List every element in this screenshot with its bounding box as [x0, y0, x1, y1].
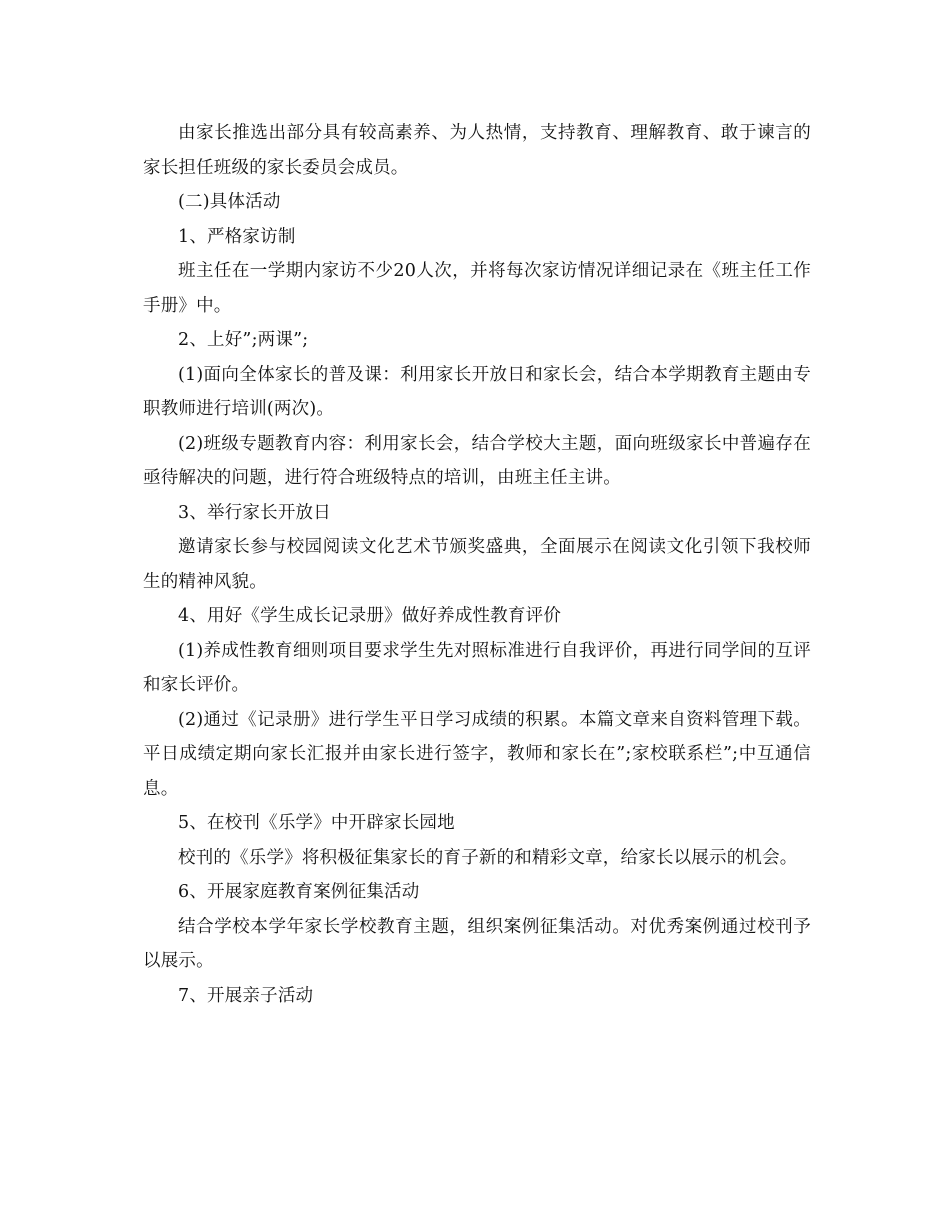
paragraph-class-topic-lesson: (2)班级专题教育内容：利用家长会，结合学校大主题，面向班级家长中普遍存在亟待解决的问题，进行符合班级特点的培训，由班主任主讲。	[143, 433, 811, 488]
paragraph-self-evaluation: (1)养成性教育细则项目要求学生先对照标准进行自我评价，再进行同学间的互评和家长评价。	[143, 640, 811, 695]
paragraph-home-visit: 班主任在一学期内家访不少20人次，并将每次家访情况详细记录在《班主任工作手册》中。	[143, 261, 811, 316]
paragraph-school-magazine: 校刊的《乐学》将积极征集家长的育子新的和精彩文章，给家长以展示的机会。	[178, 847, 798, 868]
paragraph-case-collection: 结合学校本学年家长学校教育主题，组织案例征集活动。对优秀案例通过校刊予以展示。	[143, 916, 811, 971]
heading-case-collection: 6、开展家庭教育案例征集活动	[178, 882, 420, 902]
paragraph-committee-members: 由家长推选出部分具有较高素养、为人热情，支持教育、理解教育、敢于谏言的家长担任班级的家长委员会成员。	[143, 123, 811, 178]
heading-open-day: 3、举行家长开放日	[178, 502, 331, 523]
paragraph-open-day: 邀请家长参与校园阅读文化艺术节颁奖盛典，全面展示在阅读文化引领下我校师生的精神风貌。	[143, 537, 811, 592]
heading-parent-child-activity: 7、开展亲子活动	[178, 985, 314, 1006]
heading-specific-activities: (二)具体活动	[178, 192, 281, 212]
heading-two-lessons: 2、上好”;两课”;	[178, 330, 309, 350]
document-body	[143, 116, 811, 1013]
heading-growth-record: 4、用好《学生成长记录册》做好养成性教育评价	[178, 606, 562, 626]
paragraph-general-lesson: (1)面向全体家长的普及课：利用家长开放日和家长会，结合本学期教育主题由专职教师进行培训(两次)。	[143, 364, 811, 419]
paragraph-record-book: (2)通过《记录册》进行学生平日学习成绩的积累。本篇文章来自资料管理下载。平日成绩定期向家长汇报并由家长进行签字，教师和家长在”;家校联系栏”;中互通信息。	[143, 709, 811, 799]
heading-school-magazine: 5、在校刊《乐学》中开辟家长园地	[178, 813, 455, 833]
heading-home-visit: 1、严格家访制	[178, 226, 296, 247]
